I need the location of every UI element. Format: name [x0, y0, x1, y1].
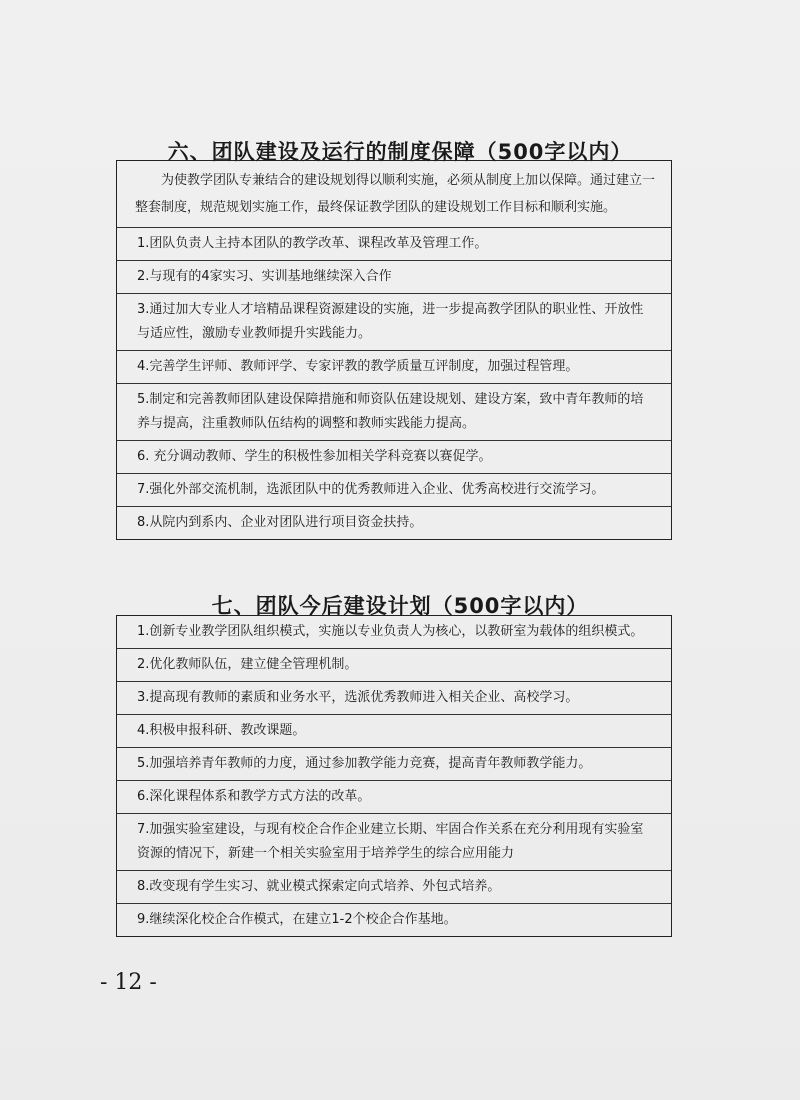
section-6-box: [116, 160, 672, 540]
section-6-item: 4.完善学生评师、教师评学、专家评教的教学质量互评制度，加强过程管理。: [117, 351, 671, 384]
section-7-item: 6.深化课程体系和教学方式方法的改革。: [117, 781, 671, 814]
section-7-item: 8.改变现有学生实习、就业模式探索定向式培养、外包式培养。: [117, 871, 671, 904]
section-7-item: 1.创新专业教学团队组织模式，实施以专业负责人为核心，以教研室为载体的组织模式。: [117, 616, 671, 649]
section-6-intro: 为使教学团队专兼结合的建设规划得以顺利实施，必须从制度上加以保障。通过建立一整套制度，规范规划实施工作，最终保证教学团队的建设规划工作目标和顺利实施。: [117, 161, 671, 228]
section-7-item: 2.优化教师队伍，建立健全管理机制。: [117, 649, 671, 682]
section-6-item: 6. 充分调动教师、学生的积极性参加相关学科竞赛以赛促学。: [117, 441, 671, 474]
section-6-item: 5.制定和完善教师团队建设保障措施和师资队伍建设规划、建设方案，致中青年教师的培养与提高，注重教师队伍结构的调整和教师实践能力提高。: [117, 384, 671, 441]
section-7-item: 7.加强实验室建设，与现有校企合作企业建立长期、牢固合作关系在充分利用现有实验室资源的情况下，新建一个相关实验室用于培养学生的综合应用能力: [117, 814, 671, 871]
page-number: - 12 -: [100, 970, 157, 995]
section-7-item: 3.提高现有教师的素质和业务水平，选派优秀教师进入相关企业、高校学习。: [117, 682, 671, 715]
section-6-title: 六、团队建设及运行的制度保障（500字以内）: [167, 140, 633, 164]
section-7-item: 9.继续深化校企合作模式，在建立1-2个校企合作基地。: [137, 912, 457, 927]
section-6-item: 7.强化外部交流机制，选派团队中的优秀教师进入企业、优秀高校进行交流学习。: [117, 474, 671, 507]
section-7-title: 七、团队今后建设计划（500字以内）: [211, 594, 589, 618]
section-6-item: 8.从院内到系内、企业对团队进行项目资金扶持。: [137, 515, 423, 530]
section-6-item: 3.通过加大专业人才培精品课程资源建设的实施，进一步提高教学团队的职业性、开放性与适应性，激励专业教师提升实践能力。: [117, 294, 671, 351]
section-7-box: [116, 615, 672, 937]
section-6-item: 2.与现有的4家实习、实训基地继续深入合作: [117, 261, 671, 294]
section-7-item: 4.积极申报科研、教改课题。: [117, 715, 671, 748]
section-6-item: 1.团队负责人主持本团队的教学改革、课程改革及管理工作。: [117, 228, 671, 261]
section-7-item: 5.加强培养青年教师的力度，通过参加教学能力竞赛，提高青年教师教学能力。: [117, 748, 671, 781]
